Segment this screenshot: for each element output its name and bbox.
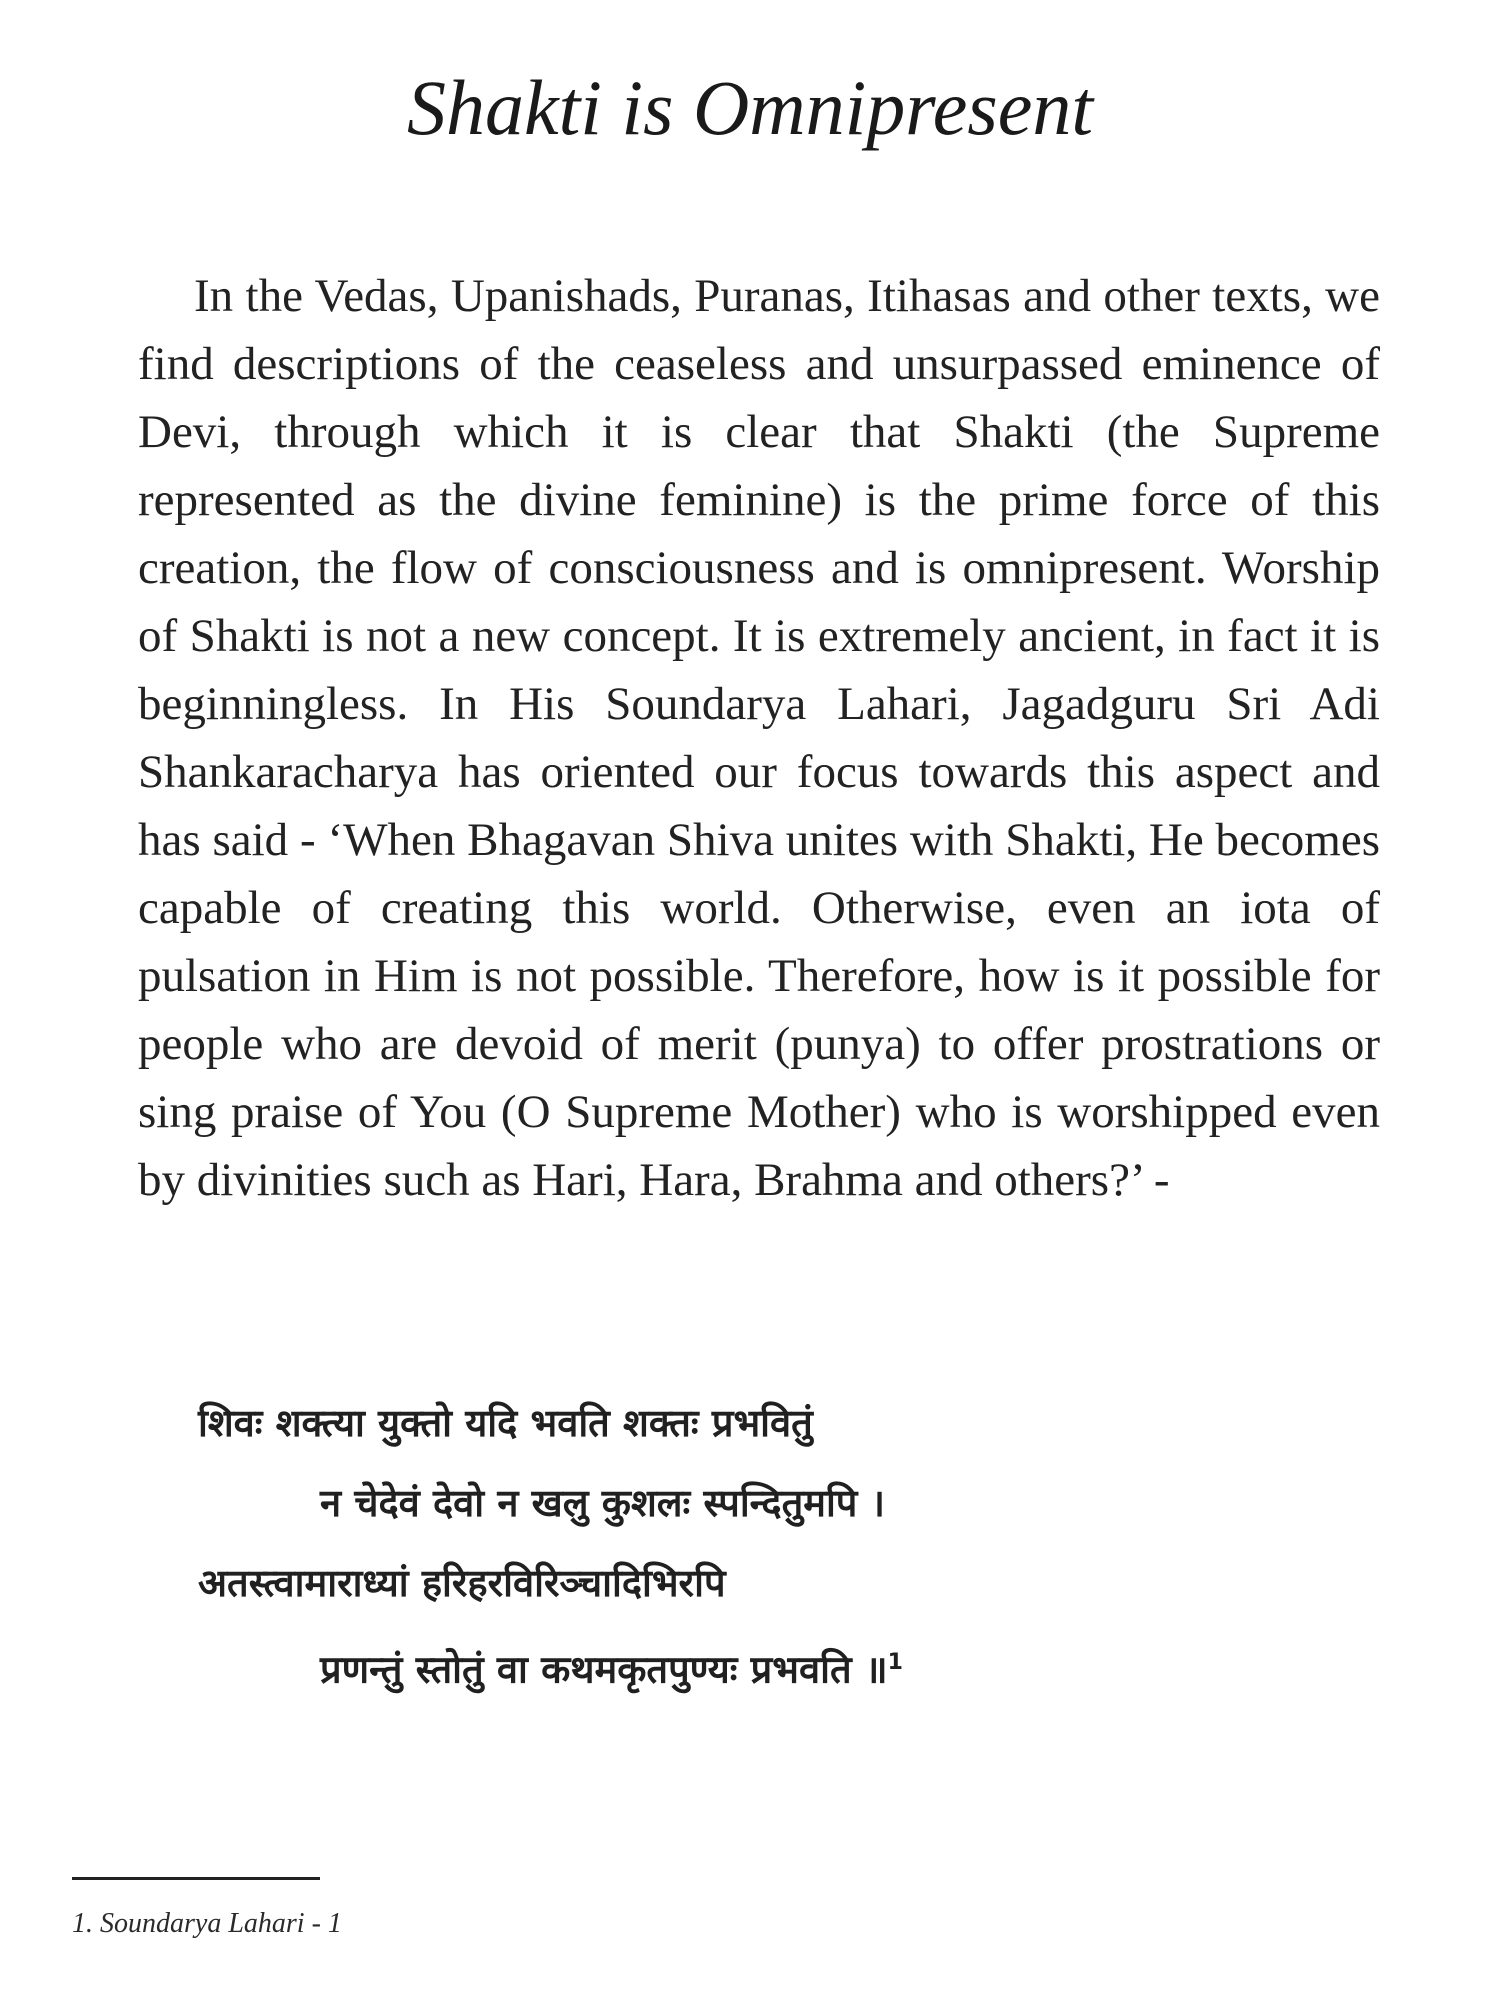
footnote: 1. Soundarya Lahari - 1	[72, 1908, 342, 1939]
footnote-divider	[72, 1877, 320, 1880]
page-title: Shakti is Omnipresent	[406, 64, 1094, 151]
body-paragraph: In the Vedas, Upanishads, Puranas, Itihasas and other texts, we find descriptions of the ceaseless and unsurpassed eminence of Devi, through which it is clear that Shakti (the Supreme represented as the divine feminine) is the prime force of this creation, the flow of consciousness and is omnipresent. Worship of Shakti is not a new concept. It is extremely ancient, in fact it is beginningless. In His Soundarya Lahari, Jagadguru Sri Adi Shankaracharya has oriented our focus towards this aspect and has said - ‘When Bhagavan Shiva unites with Shakti, He becomes capable of creating this world. Otherwise, even an iota of pulsation in Him is not possible. Therefore, how is it possible for people who are devoid of merit (punya) to offer prostrations or sing praise of You (O Supreme Mother) who is worshipped even by divinities such as Hari, Hara, Brahma and others?’ -	[138, 270, 1380, 1206]
verse-line-4	[320, 1638, 903, 1695]
verse-line-2: न चेदेवं देवो न खलु कुशलः स्पन्दितुमपि ।	[320, 1481, 886, 1525]
verse-line-4-text: प्रणन्तुं स्तोतुं वा कथमकृतपुण्यः प्रभवति ॥	[320, 1647, 888, 1692]
verse-line-1: शिवः शक्त्या युक्तो यदि भवति शक्तः प्रभवितुं	[198, 1401, 813, 1445]
footnote-marker: 1	[887, 1650, 903, 1675]
verse-line-3: अतस्त्वामाराध्यां हरिहरविरिञ्चादिभिरपि	[198, 1561, 726, 1605]
